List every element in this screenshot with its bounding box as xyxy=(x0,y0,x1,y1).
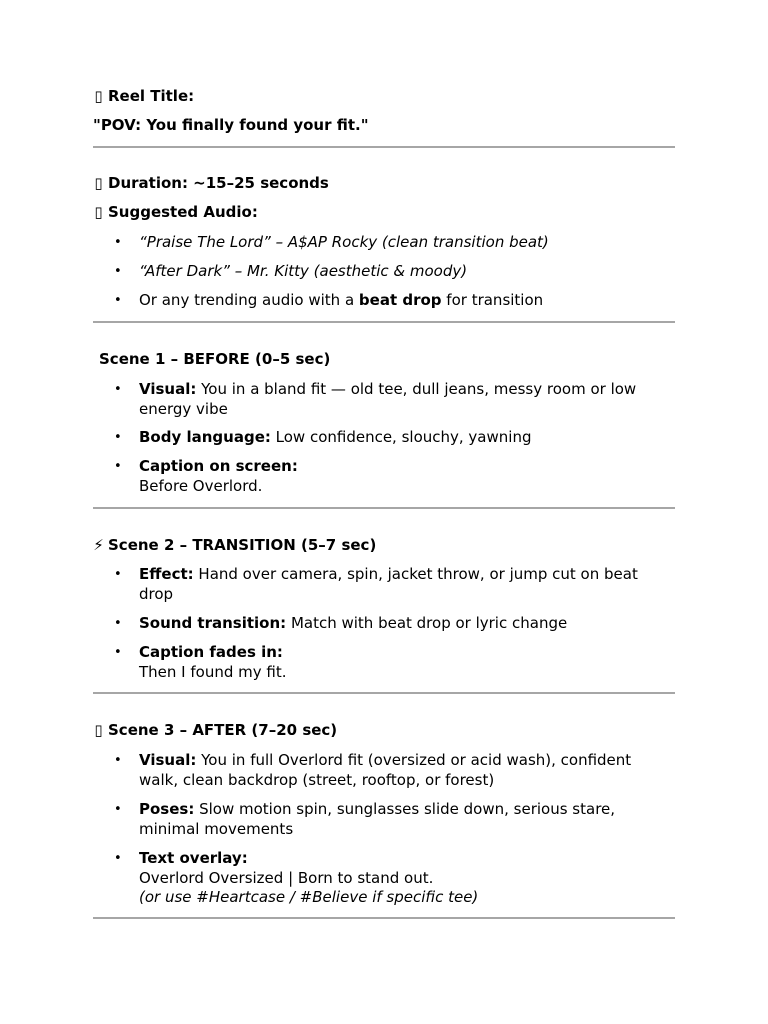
lightning-icon: ⚡ xyxy=(93,536,104,554)
scene1-heading: Scene 1 – BEFORE (0–5 sec) xyxy=(99,350,331,368)
audio-suggestion: Or any trending audio with a beat drop for transition xyxy=(139,291,544,309)
item-label: Effect: xyxy=(139,565,194,583)
suggested-audio-heading: ▯ Suggested Audio: xyxy=(94,203,258,221)
bullet-marker: • xyxy=(114,264,122,279)
item-label: Sound transition: xyxy=(139,614,287,632)
item-label: Caption on screen: xyxy=(139,457,298,475)
divider xyxy=(93,321,675,323)
divider xyxy=(93,917,675,919)
bullet-marker: • xyxy=(114,802,122,817)
bullet-marker: • xyxy=(114,430,122,445)
stopwatch-icon: ▯ xyxy=(94,174,103,192)
bullet-marker: • xyxy=(114,235,122,250)
item-label: Caption fades in: xyxy=(139,643,283,661)
reel-title-heading: ▯ Reel Title: xyxy=(94,87,195,105)
bullet-marker: • xyxy=(114,616,122,631)
item-label: Visual: xyxy=(139,751,197,769)
item-label: Text overlay: xyxy=(139,849,248,867)
item-label: Poses: xyxy=(139,800,195,818)
music-icon: ▯ xyxy=(94,203,103,221)
bullet-marker: • xyxy=(114,567,122,582)
sparkle-icon: ▯ xyxy=(94,721,103,739)
divider xyxy=(93,692,675,694)
audio-suggestion: “Praise The Lord” – A$AP Rocky (clean transition beat) xyxy=(139,233,549,251)
clapper-icon: ▯ xyxy=(94,87,103,105)
item-label: Body language: xyxy=(139,428,271,446)
item-label: Visual: xyxy=(139,380,197,398)
bullet-marker: • xyxy=(114,293,122,308)
divider xyxy=(93,507,675,509)
bullet-marker: • xyxy=(114,459,122,474)
audio-suggestion: “After Dark” – Mr. Kitty (aesthetic & moody) xyxy=(139,262,468,280)
bullet-marker: • xyxy=(114,851,122,866)
bullet-marker: • xyxy=(114,645,122,660)
reel-title-value: "POV: You finally found your fit." xyxy=(93,116,369,134)
duration-heading: ▯ Duration: ~15–25 seconds xyxy=(94,174,329,192)
scene3-heading: ▯ Scene 3 – AFTER (7–20 sec) xyxy=(94,721,338,739)
bullet-marker: • xyxy=(114,382,122,397)
divider xyxy=(93,146,675,148)
bullet-marker: • xyxy=(114,753,122,768)
scene2-heading: ⚡ Scene 2 – TRANSITION (5–7 sec) xyxy=(93,536,377,554)
